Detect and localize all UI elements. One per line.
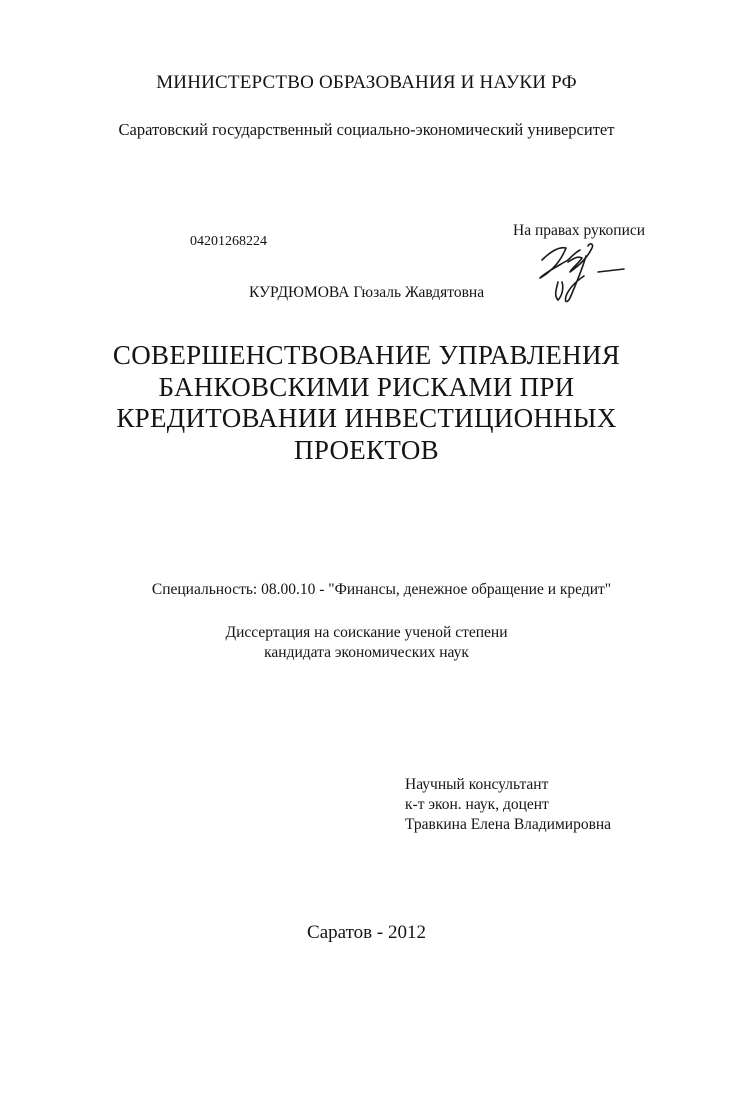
title-line-4: ПРОЕКТОВ xyxy=(294,434,439,465)
author-name: КУРДЮМОВА Гюзаль Жавдятовна xyxy=(249,284,485,301)
signature-stroke xyxy=(565,256,586,302)
ministry-heading: МИНИСТЕРСТВО ОБРАЗОВАНИЯ И НАУКИ РФ xyxy=(156,72,577,93)
handwritten-signature xyxy=(528,236,628,308)
city-year: Саратов - 2012 xyxy=(307,922,426,943)
advisor-degree: к-т экон. наук, доцент xyxy=(405,796,549,813)
specialty-line: Специальность: 08.00.10 - "Финансы, денежное обращение и кредит" xyxy=(151,581,612,598)
advisor-role: Научный консультант xyxy=(405,776,549,793)
dissertation-title xyxy=(0,340,733,466)
title-line-2: БАНКОВСКИМИ РИСКАМИ ПРИ xyxy=(158,371,575,402)
signature-stroke xyxy=(568,244,593,272)
manuscript-rights-note: На правах рукописи xyxy=(513,222,646,239)
advisor-name: Травкина Елена Владимировна xyxy=(405,816,612,833)
dissertation-degree-line-2: кандидата экономических наук xyxy=(264,644,469,661)
title-line-1: СОВЕРШЕНСТВОВАНИЕ УПРАВЛЕНИЯ xyxy=(112,340,621,370)
title-line-3: КРЕДИТОВАНИИ ИНВЕСТИЦИОННЫХ xyxy=(116,403,617,433)
signature-stroke xyxy=(540,248,580,278)
registration-code: 04201268224 xyxy=(190,234,267,249)
dissertation-degree-line-1: Диссертация на соискание ученой степени xyxy=(225,624,508,641)
signature-stroke xyxy=(556,282,563,300)
signature-stroke xyxy=(598,269,624,272)
university-name: Саратовский государственный социально-экономический университет xyxy=(118,120,615,139)
